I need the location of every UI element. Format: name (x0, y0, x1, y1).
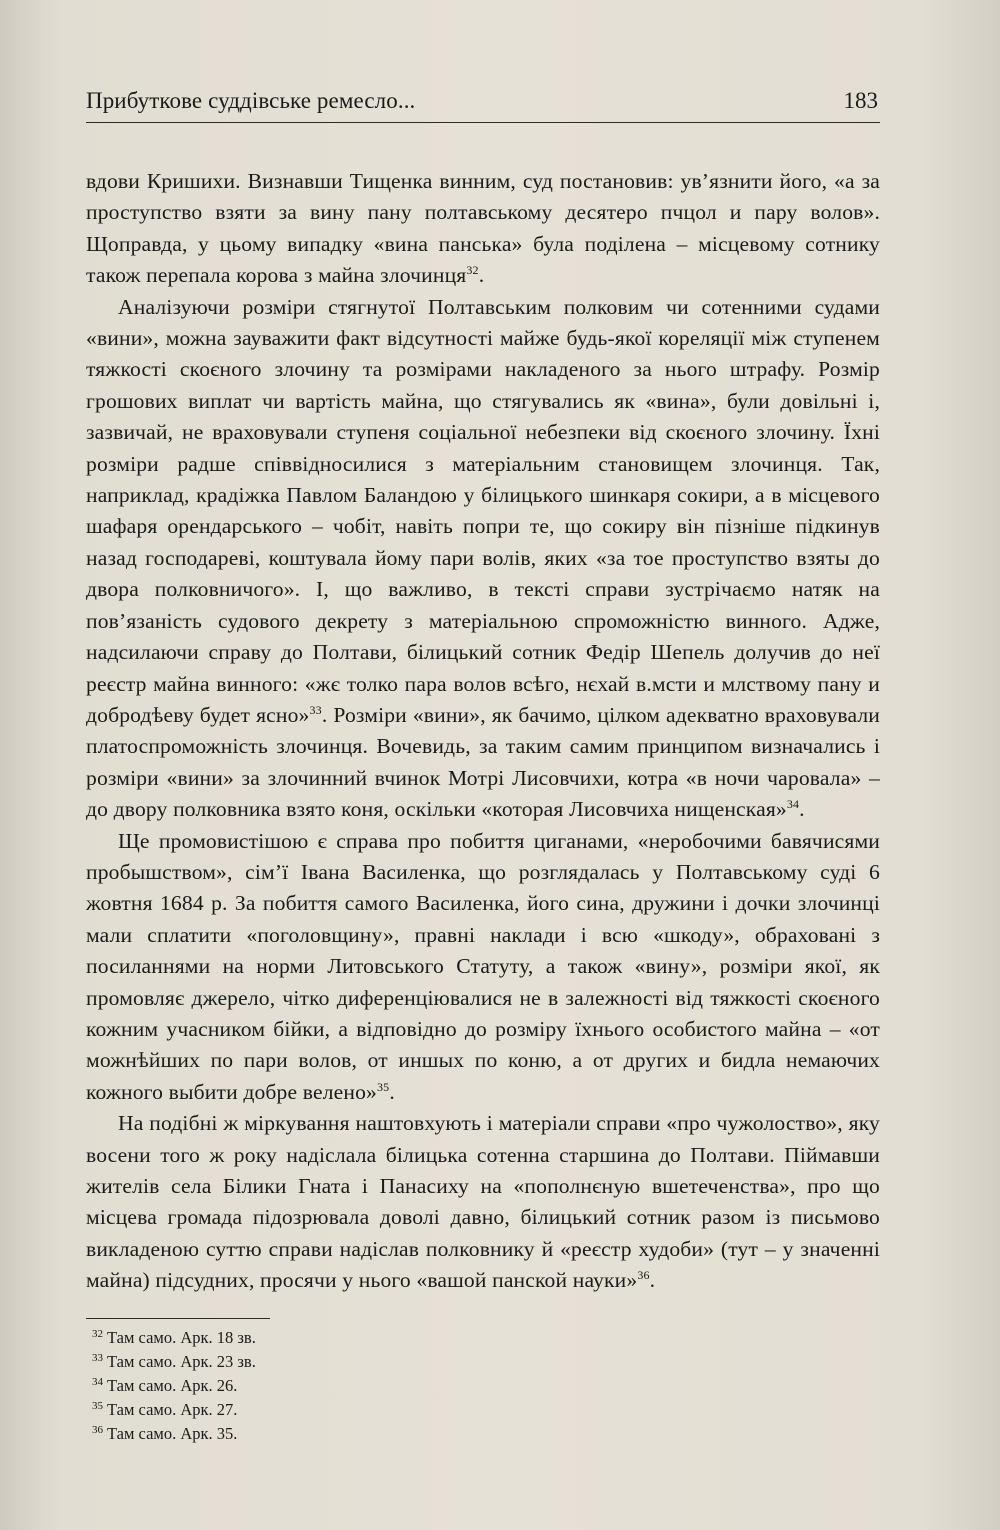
running-title: Прибуткове суддівське ремесло... (86, 88, 416, 113)
footnote-33 (92, 1350, 872, 1374)
footnote-36 (92, 1422, 872, 1446)
footnote-text: Там само. Арк. 27. (107, 1400, 238, 1419)
footnote-number: 35 (92, 1399, 103, 1412)
paragraph-text: Ще промовистішою є справа про побиття циганами, «неробочими бавячисями пробышством», сім’ї Івана Василенка, що розглядалась у Полтавському суді 6 жовтня 1684 р. За побиття самого Василенка, його сина, дружини і дочки злочинці мали сплатити «поголовщину», правні наклади і всю «шкоду», обраховані з посиланнями на норми Литовського Статуту, а також «вину», розміри якої, як промовляє джерело, чітко диференціювалися не в залежності від тяжкості скоєного кожним учасником бійки, а відповідно до розміру їхнього особистого майна – «от можнѣйших по пари волов, от иншых по коню, а от других и бидла немаючих кожного выбити добре велено» (86, 828, 880, 1104)
footnote-text: Там само. Арк. 35. (107, 1424, 238, 1443)
paragraph-text: вдови Кришихи. Визнавши Тищенка винним, суд постановив: ув’язнити його, «а за проступство взяти за вину пану полтавському десятеро пчцол и пару волов». Щоправда, у цьому випадку «вина панська» була поділена – місцевому сотнику також перепала корова з майна злочинця (86, 169, 880, 288)
paragraph-3 (86, 826, 880, 1109)
footnote-35 (92, 1398, 872, 1422)
footnote-text: Там само. Арк. 26. (107, 1376, 238, 1395)
footnote-ref: 36 (637, 1268, 650, 1283)
paragraph-text: . Розміри «вини», як бачимо, цілком адекватно враховували платоспроможність злочинця. Вочевидь, за таким самим принципом визначались і розміри «вини» за злочинний вчинок Мотрі Лисовчихи, котра «в ночи чаровала» – до двору полковника взято коня, оскільки «которая Лисовчиха нищенская» (86, 702, 880, 822)
paragraph-text: . (799, 797, 805, 822)
paragraph-text: На подібні ж міркування наштовхують і матеріали справи «про чужолоство», яку восени того ж року надіслала білицька сотенна старшина до Полтави. Піймавши жителів села Білики Гната і Панасиху на «пополнєную вшетеченства», про що місцева громада підозрювала доволі давно, білицький сотник разом із письмово викладеною суттю справи надіслав полковнику й «реєстр худоби» (тут – у значенні майна) підсудних, просячи у нього «вашой панской науки» (86, 1111, 880, 1293)
paragraph-text: . (649, 1268, 656, 1293)
paragraph-text: Аналізуючи розміри стягнутої Полтавським полковим чи сотенними судами «вини», можна зауважити факт відсутності майже будь-якої кореляції між ступенем тяжкості скоєного злочину та розмірами накладеного за нього штрафу. Розмір грошових виплат чи вартість майна, що стягувались як «вина», були довільні і, зазвичай, не враховували ступеня соціальної небезпеки від скоєного злочину. Їхні розміри радше співвідносилися з матеріальним становищем злочинця. Так, наприклад, крадіжка Павлом Баландою у білицького шинкаря сокири, а в місцевого шафаря орендарського – чобіт, навіть попри те, що сокиру він пізніше підкинув назад господареві, коштувала йому пари волів, яких «за тое проступство взяты до двора полковничого». І, що важливо, в тексті справи зустрічаємо натяк на пов’язаність судового декрету з матеріальною спроможністю винного. Адже, надсилаючи справу до Полтави, білицький сотник Федір Шепель долучив до неї реєстр майна винного: «жє толко пара волов всѣго, нєхай в.мсти и млствому пану и добродѣеву будет ясно» (86, 294, 880, 727)
footnote-ref: 34 (786, 796, 800, 811)
body-text (86, 166, 880, 1297)
footnote-text: Там само. Арк. 18 зв. (107, 1328, 256, 1347)
footnote-number: 36 (92, 1423, 103, 1436)
footnote-text: Там само. Арк. 23 зв. (107, 1352, 256, 1371)
footnote-number: 34 (92, 1375, 103, 1388)
paragraph-2 (86, 292, 880, 826)
page-header (86, 86, 880, 123)
paragraph-text: . (478, 263, 485, 288)
paragraph-4 (86, 1108, 880, 1296)
footnote-number: 32 (92, 1327, 103, 1340)
footnote-divider (86, 1318, 270, 1319)
footnote-34 (92, 1374, 872, 1398)
footnote-ref: 33 (309, 702, 322, 717)
footnotes (92, 1326, 872, 1446)
footnote-ref: 35 (377, 1079, 390, 1094)
footnote-number: 33 (92, 1351, 103, 1364)
footnote-ref: 32 (466, 263, 479, 278)
paragraph-text: . (389, 1079, 395, 1104)
paragraph-1 (86, 166, 880, 292)
footnote-32 (92, 1326, 872, 1350)
page-number: 183 (843, 88, 878, 113)
